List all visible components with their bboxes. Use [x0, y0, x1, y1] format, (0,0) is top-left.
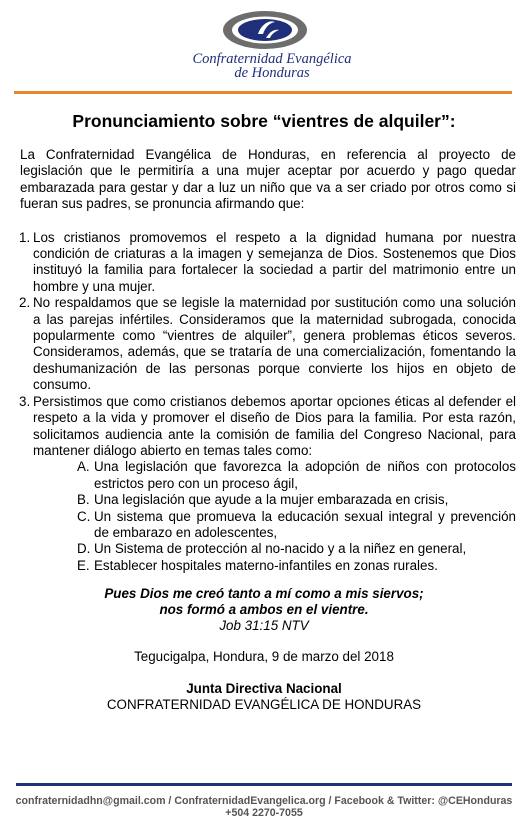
list-letter: E.	[77, 557, 90, 573]
quote-line1: Pues Dios me creó tanto a mí como a mis siervos;	[104, 586, 424, 601]
list-letter: C.	[77, 508, 91, 524]
place-date: Tegucigalpa, Hondura, 9 de marzo del 2018	[134, 649, 394, 664]
list-number: 1.	[19, 229, 31, 245]
list-item-text: No respaldamos que se legisle la maternidad por sustitución como una solución a las parejas infértiles. Consideramos que la maternidad subrogada, conocida popularmente como “vientres de alquiler”, genera problemas éticos severos. Consideramos, además, que se trataría de una comercialización, fomentando la deshumanización de las personas porque convierte los hijos en objeto de consumo.	[33, 295, 516, 393]
list-letter: A.	[77, 459, 90, 475]
org-name-line1: Confraternidad Evangélica	[192, 51, 352, 67]
letterhead	[0, 0, 528, 92]
list-item-text: Una legislación que favorezca la adopción de niños con protocolos estrictos pero con un proceso ágil,	[94, 459, 516, 491]
footer-line2: +504 2270-7055	[225, 807, 303, 819]
list-item	[20, 394, 516, 460]
list-item	[20, 230, 516, 296]
bible-quote	[0, 586, 528, 634]
header-divider	[14, 91, 512, 94]
signature-block	[0, 681, 528, 713]
logo-icon	[222, 10, 308, 50]
document-body	[20, 147, 516, 574]
footer-line1: confraternidadhn@gmail.com / ConfraternidadEvangelica.org / Facebook & Twitter: @CEHonduras	[15, 795, 513, 807]
list-item-text: Los cristianos promovemos el respeto a la dignidad humana por nuestra condición de criaturas a la imagen y semejanza de Dios. Sostenemos que Dios instituyó la familia para fortalecer la sociedad a partir del matrimonio entre un hombre y una mujer.	[33, 229, 516, 294]
list-item-text: Una legislación que ayude a la mujer embarazada en crisis,	[94, 492, 449, 508]
list-item-text: Establecer hospitales materno-infantiles en zonas rurales.	[94, 557, 438, 573]
list-item-text: Persistimos que como cristianos debemos aportar opciones éticas al defender el respeto a la vida y promover el diseño de Dios para la familia. Por esta razón, solicitamos audiencia ante la comisión de familia del Congreso Nacional, para mantener diálogo abierto en temas tales como:	[33, 393, 516, 458]
subpoints-list	[20, 459, 516, 574]
list-item-text: Un Sistema de protección al no-nacido y a la niñez en general,	[94, 541, 467, 557]
list-number: 3.	[19, 393, 31, 409]
list-letter: B.	[77, 492, 90, 508]
list-letter: D.	[77, 541, 91, 557]
points-list	[20, 230, 516, 460]
footer-contact	[0, 795, 528, 819]
footer-divider	[16, 783, 512, 786]
quote-line2: nos formó a ambos en el vientre.	[159, 602, 369, 617]
document-title: Pronunciamiento sobre “vientres de alquiler”:	[72, 111, 456, 131]
list-item	[77, 492, 516, 508]
list-item	[77, 459, 516, 492]
signature-line1: Junta Directiva Nacional	[186, 681, 342, 696]
intro-paragraph: La Confraternidad Evangélica de Honduras, en referencia al proyecto de legislación que le permitiría a una mujer aceptar por acuerdo y pago quedar embarazada para gestar y dar a luz un niño que va a ser criado por otros como si fueran sus padres, se pronuncia afirmando que:	[20, 147, 516, 212]
signature-line2: CONFRATERNIDAD EVANGÉLICA DE HONDURAS	[106, 697, 422, 712]
quote-reference: Job 31:15 NTV	[219, 618, 309, 633]
list-item	[77, 509, 516, 542]
org-name-line2: de Honduras	[234, 65, 310, 81]
list-item	[77, 541, 516, 557]
list-number: 2.	[19, 295, 31, 311]
list-item-text: Un sistema que promueva la educación sexual integral y prevención de embarazo en adolescentes,	[94, 508, 516, 540]
list-item	[77, 558, 516, 574]
list-item	[20, 295, 516, 393]
